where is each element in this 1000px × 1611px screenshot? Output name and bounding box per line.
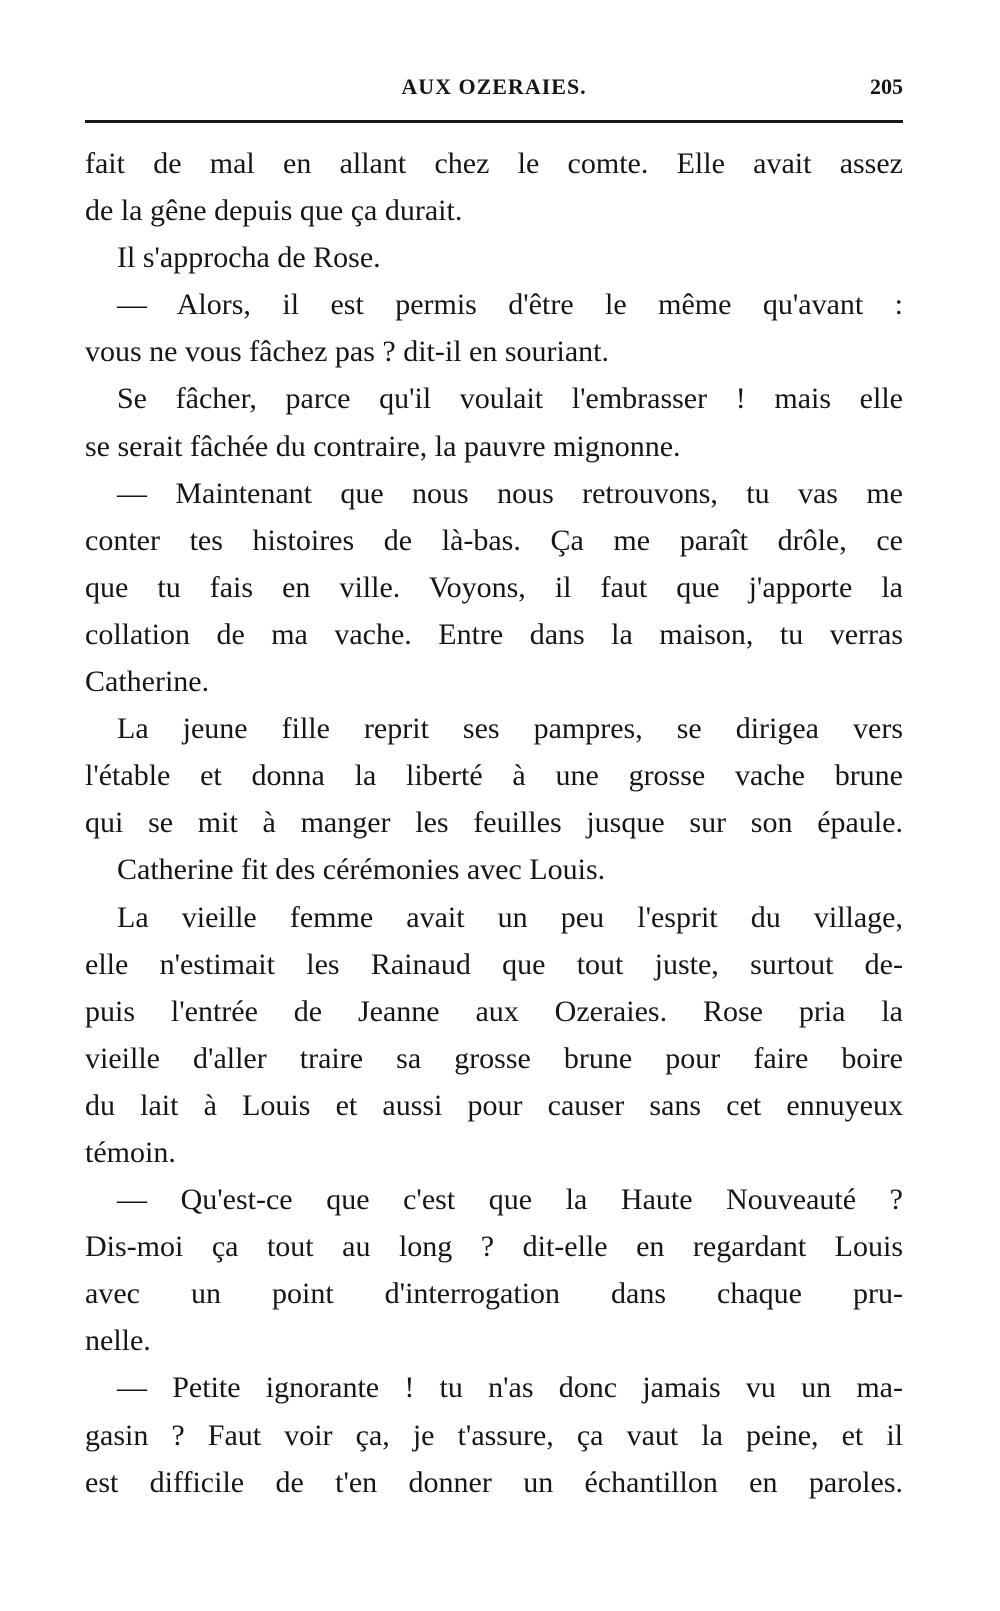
- text-line: La jeune fille reprit ses pampres, se dirigea vers: [117, 712, 903, 746]
- text-line: puis l'entrée de Jeanne aux Ozeraies. Rose pria la: [85, 994, 903, 1028]
- page-header: [85, 74, 903, 108]
- text-line: nelle.: [85, 1324, 151, 1358]
- text-line: est difficile de t'en donner un échantillon en paroles.: [85, 1465, 903, 1499]
- text-line: se serait fâchée du contraire, la pauvre mignonne.: [85, 429, 681, 463]
- text-line: — Alors, il est permis d'être le même qu'avant :: [117, 288, 903, 322]
- header-rule: [85, 120, 903, 123]
- text-line: — Qu'est-ce que c'est que la Haute Nouveauté ?: [117, 1183, 903, 1217]
- text-line: que tu fais en ville. Voyons, il faut que j'apporte la: [85, 570, 903, 604]
- text-line: Se fâcher, parce qu'il voulait l'embrasser ! mais elle: [117, 382, 903, 416]
- text-line: Dis-moi ça tout au long ? dit-elle en regardant Louis: [85, 1230, 903, 1264]
- text-line: — Maintenant que nous nous retrouvons, tu vas me: [117, 476, 903, 510]
- text-line: Catherine.: [85, 665, 210, 699]
- text-line: du lait à Louis et aussi pour causer sans cet ennuyeux: [85, 1088, 903, 1122]
- text-line: collation de ma vache. Entre dans la maison, tu verras: [85, 617, 903, 651]
- text-line: l'étable et donna la liberté à une grosse vache brune: [85, 759, 903, 793]
- text-line: La vieille femme avait un peu l'esprit du village,: [117, 900, 903, 934]
- text-line: fait de mal en allant chez le comte. Elle avait assez: [85, 147, 903, 180]
- text-line: qui se mit à manger les feuilles jusque sur son épaule.: [85, 806, 903, 840]
- body-text: [85, 140, 903, 1506]
- text-line: vous ne vous fâchez pas ? dit-il en souriant.: [85, 335, 610, 369]
- page-number: 205: [870, 74, 903, 99]
- text-line: conter tes histoires de là-bas. Ça me paraît drôle, ce: [85, 523, 903, 557]
- running-title: AUX OZERAIES.: [401, 74, 587, 99]
- text-line: avec un point d'interrogation dans chaque pru-: [85, 1277, 903, 1311]
- text-line: vieille d'aller traire sa grosse brune pour faire boire: [85, 1041, 903, 1075]
- text-line: gasin ? Faut voir ça, je t'assure, ça vaut la peine, et il: [85, 1418, 903, 1452]
- text-line: de la gêne depuis que ça durait.: [85, 194, 463, 228]
- text-line: — Petite ignorante ! tu n'as donc jamais vu un ma-: [117, 1371, 903, 1405]
- text-line: Catherine fit des cérémonies avec Louis.: [117, 853, 606, 887]
- text-line: témoin.: [85, 1135, 176, 1169]
- text-line: elle n'estimait les Rainaud que tout juste, surtout de-: [85, 947, 903, 981]
- text-line: Il s'approcha de Rose.: [117, 241, 381, 275]
